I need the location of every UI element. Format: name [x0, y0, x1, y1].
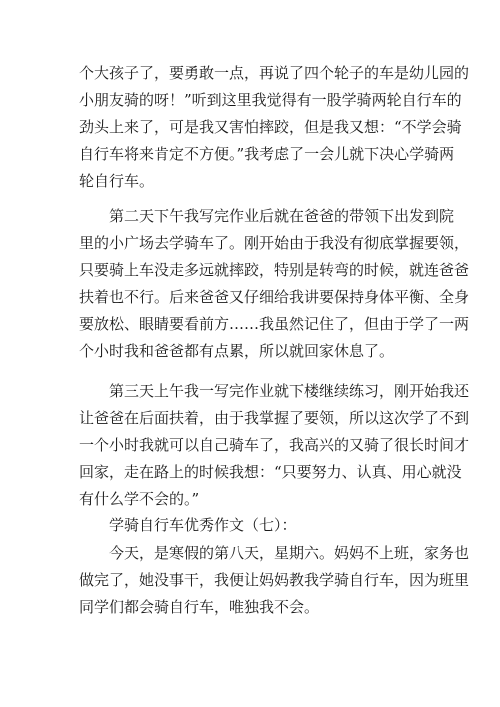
text-line: 回家，走在路上的时候我想：“只要努力、认真、用心就没	[79, 463, 462, 481]
paragraph-2	[79, 203, 470, 365]
text-line: 第二天下午我写完作业后就在爸爸的带领下出发到院	[109, 207, 455, 225]
text-line: 劲头上来了，可是我又害怕摔跤，但是我又想：“不学会骑	[79, 118, 462, 136]
text-line: 同学们都会骑自行车，唯独我不会。	[79, 598, 320, 616]
text-line: 扶着也不行。后来爸爸又仔细给我讲要保持身体平衡、全身	[79, 288, 470, 306]
heading-text: 学骑自行车优秀作文（七）：	[109, 516, 297, 534]
text-line: 自行车将来肯定不方便。”我考虑了一会儿就下决心学骑两	[79, 145, 455, 163]
paragraph-1	[79, 60, 470, 195]
text-line: 一个小时我就可以自己骑车了，我高兴的又骑了很长时间才	[79, 436, 470, 454]
text-line: 小朋友骑的呀！”听到这里我觉得有一股学骑两轮自行车的	[79, 91, 462, 109]
section-heading	[79, 512, 424, 539]
paragraph-3	[79, 378, 470, 513]
text-line: 第三天上午我一写完作业就下楼继续练习，刚开始我还	[109, 382, 470, 400]
text-line: 里的小广场去学骑车了。刚开始由于我没有彻底掌握要领，	[79, 234, 470, 252]
text-line: 个小时我和爸爸都有点累，所以就回家休息了。	[79, 342, 395, 360]
text-line: 轮自行车。	[79, 172, 155, 190]
text-line: 只要骑上车没走多远就摔跤，特别是转弯的时候，就连爸爸	[79, 261, 470, 279]
paragraph-4	[79, 540, 470, 621]
text-line: 做完了，她没事干，我便让妈妈教我学骑自行车，因为班里	[79, 571, 470, 589]
text-line: 要放松、眼睛要看前方……我虽然记住了，但由于学了一两	[79, 315, 470, 333]
text-line: 今天，是寒假的第八天，星期六。妈妈不上班，家务也	[109, 544, 470, 562]
text-line: 让爸爸在后面扶着，由于我掌握了要领，所以这次学了不到	[79, 409, 470, 427]
text-line: 个大孩子了，要勇敢一点，再说了四个轮子的车是幼儿园的	[79, 64, 470, 82]
text-line: 有什么学不会的。”	[79, 490, 200, 508]
